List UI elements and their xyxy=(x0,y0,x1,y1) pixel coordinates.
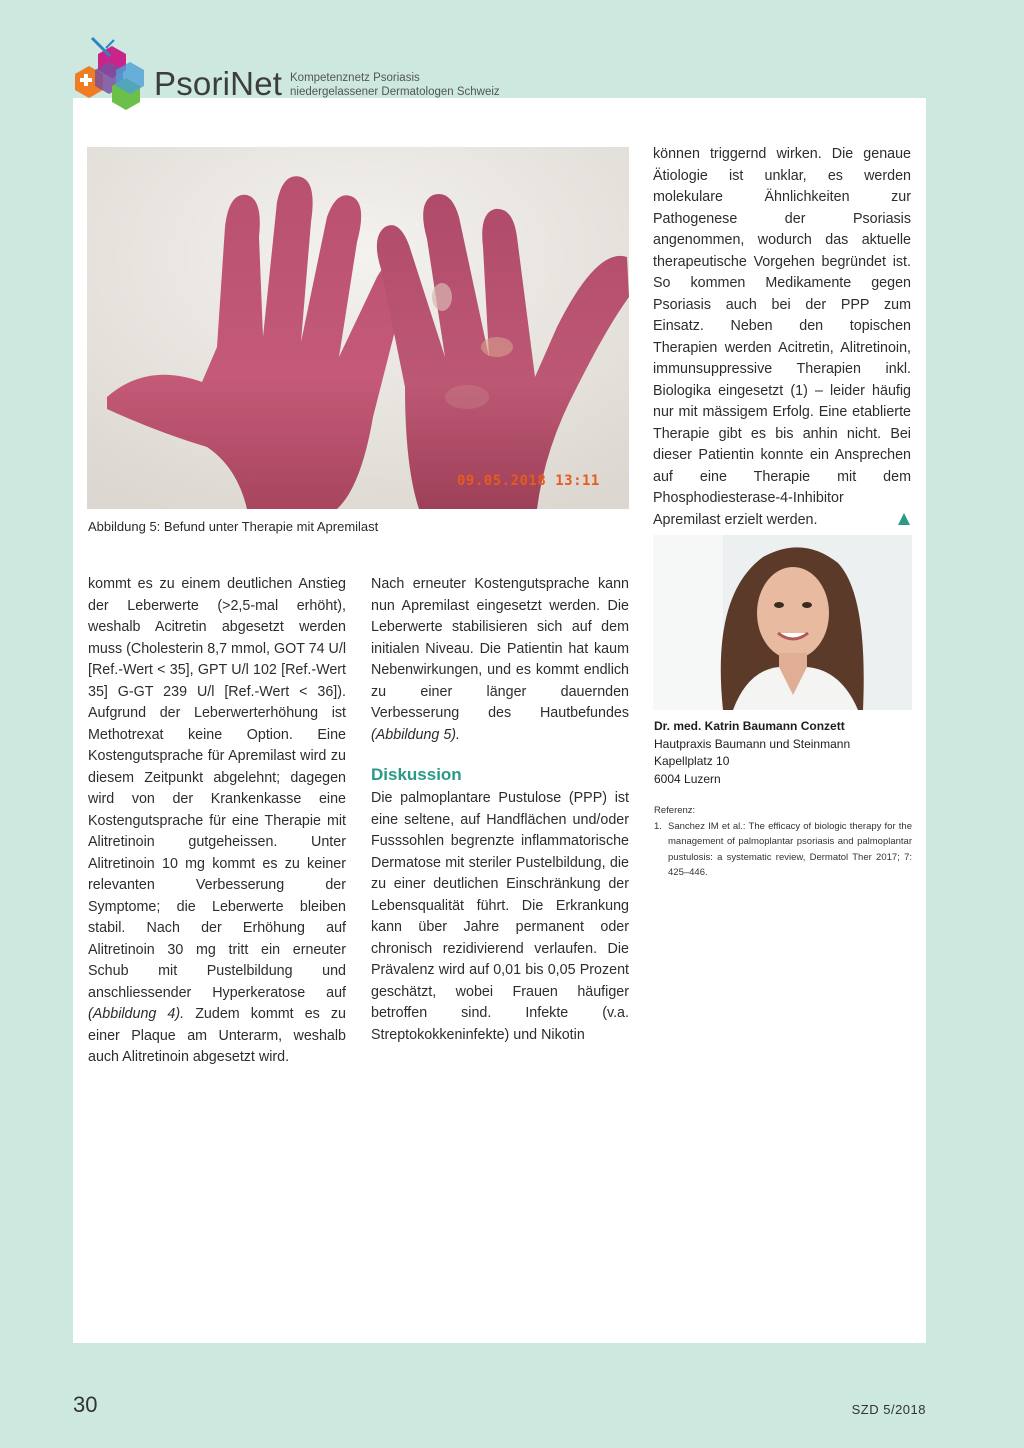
article-column-2 xyxy=(371,574,629,1046)
author-block xyxy=(654,718,850,788)
author-street: Kapellplatz 10 xyxy=(654,754,730,768)
column-2-text: Nach erneuter Kostengutsprache kann nun Apremilast eingesetzt werden. Die Leberwerte stabilisieren sich auf dem initialen Niveau. Die Patientin hat kaum Nebenwirkungen, und es kommt endlich zu einer länger dauernden Verbesserung des Hautbefundes xyxy=(371,576,629,721)
figure-4-reference: (Abbildung 4). xyxy=(88,1006,185,1022)
author-portrait xyxy=(653,535,912,710)
article-column-1 xyxy=(88,574,346,1069)
section-title-diskussion: Diskussion xyxy=(371,765,462,784)
author-practice: Hautpraxis Baumann und Steinmann xyxy=(654,736,851,751)
author-city: 6004 Luzern xyxy=(654,771,721,786)
brand-name: PsoriNet xyxy=(154,65,283,102)
author-name: Dr. med. Katrin Baumann Conzett xyxy=(654,719,845,733)
figure-5-reference: (Abbildung 5). xyxy=(371,726,461,743)
column-3-text: können triggernd wirken. Die genaue Ätiologie ist unklar, es werden molekulare Ähnlichkeiten zur Pathogenese der Psoriasis angenommen, wodurch das aktuelle therapeutische Vorgehen begründet ist. So kommen Medikamente gegen Psoriasis auch bei der PPP zum Einsatz. Neben den topischen Therapien werden Acitretin, Alitretinoin, immunsuppressive Therapien inkl. Biologika eingesetzt (1) – leider häufig nur mit mässigem Erfolg. Eine etablierte Therapie gibt es bis anhin nicht. Bei dieser Patientin konnte ein Ansprechen auf eine Therapie mit dem Phosphodiesterase-4-Inhibitor Apremilast erzielt werden. xyxy=(653,146,911,528)
article-column-3 xyxy=(653,144,911,531)
end-of-article-triangle-icon xyxy=(897,512,911,526)
column-1-text: kommt es zu einem deutlichen Anstieg der Leberwerte (>2,5-mal erhöht), weshalb Acitretin abgesetzt werden muss (Cholesterin 8,7 mmol, GOT 74 U/l [Ref.-Wert < 35], GPT U/l 102 [Ref.-Wert 35] G-GT 239 U/l [Ref.-Wert < 36]). Aufgrund der Leberwerterhöhung ist Methotrexat keine Option. Eine Kostengutsprache für Apremilast wird zu diesem Zeitpunkt abgelehnt; dagegen wird von der Krankenkasse eine Kostengutsprache für eine Therapie mit Alitretinoin gutgeheissen. Unter Alitretinoin 10 mg kommt es zu keiner relevanten Verbesserung der Symptome; die Leberwerte bleiben stabil. Nach der Erhöhung auf Alitretinoin 30 mg tritt ein erneuter Schub mit Pustelbildung und anschliessender Hyperkeratose auf xyxy=(88,576,346,1001)
photo-timestamp: 09.05.2018 13:11 xyxy=(457,473,600,489)
paragraph xyxy=(371,574,629,746)
page-number: 30 xyxy=(73,1392,98,1417)
journal-issue: SZD 5/2018 xyxy=(851,1402,926,1417)
references-heading: Referenz: xyxy=(654,805,696,816)
tagline-line-2: niedergelassener Dermatologen Schweiz xyxy=(290,86,500,98)
references xyxy=(654,803,912,881)
reference-text: Sanchez IM et al.: The efficacy of biologic therapy for the management of palmoplantar psoriasis and palmoplantar pustulosis: a systematic review, Dermatol Ther 2017; 7: 425–446. xyxy=(668,820,912,878)
figure-5-caption: Abbildung 5: Befund unter Therapie mit Apremilast xyxy=(88,519,379,534)
tagline-line-1: Kompetenznetz Psoriasis xyxy=(290,72,420,84)
psorinet-logo-icon xyxy=(70,34,150,124)
paragraph: Die palmoplantare Pustulose (PPP) ist eine seltene, auf Handflächen und/oder Fusssohlen begrenzte inflammatorische Dermatose mit steriler Pustelbildung, die zu einer deutlichen Einschränkung der Lebensqualität führt. Die Erkrankung kann über Jahre permanent oder chronisch rezidivierend verlaufen. Die Prävalenz wird auf 0,01 bis 0,05 Prozent geschätzt, wobei Frauen häufiger betroffen sind. Infekte (v.a. Streptokokkeninfekte) und Nikotin xyxy=(371,790,629,1043)
column-1-text-end: Zudem kommt es zu einer Plaque am Unterarm, weshalb auch Alitretinoin abgesetzt wird. xyxy=(88,1006,346,1065)
paragraph xyxy=(88,574,346,1069)
figure-5-photo xyxy=(87,147,629,509)
brand-tagline xyxy=(290,71,500,99)
reference-number: 1. xyxy=(654,820,662,832)
reference-item xyxy=(654,819,912,881)
paragraph xyxy=(653,144,911,531)
